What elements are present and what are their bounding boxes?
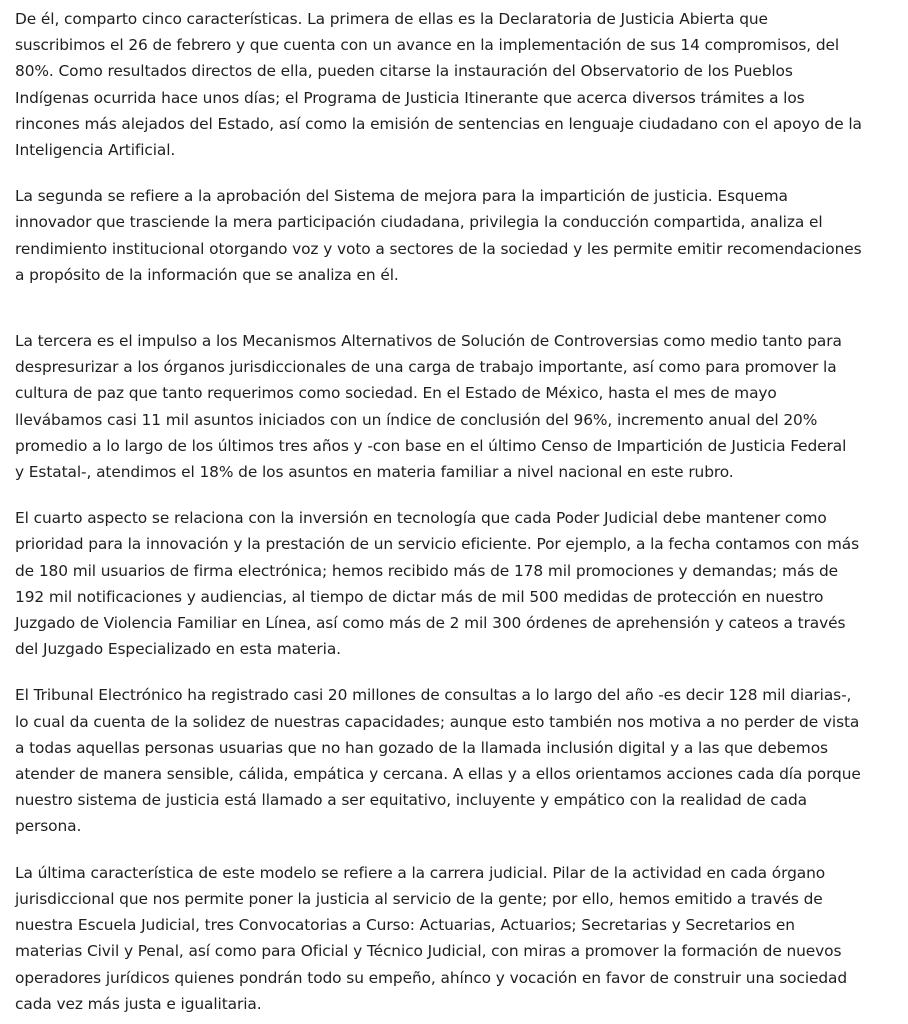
paragraph-first-characteristic: De él, comparto cinco características. La primera de ellas es la Declaratoria de Justicia Abierta que suscribimos el 26 de febrero y que cuenta con un avance en la implementación de sus 14 compromisos, del 80%. Como resultados directos de ella, pueden citarse la instauración del Observatorio de los Pueblos Indígenas ocurrida hace unos días; el Programa de Justicia Itinerante que acerca diversos trámites a los rincones más alejados del Estado, así como la emisión de sentencias en lenguaje ciudadano con el apoyo de la Inteligencia Artificial.	[15, 10, 862, 160]
paragraph-third-characteristic: La tercera es el impulso a los Mecanismos Alternativos de Solución de Controversias como medio tanto para despresurizar a los órganos jurisdiccionales de una carga de trabajo importante, así como para promover la cultura de paz que tanto requerimos como sociedad. En el Estado de México, hasta el mes de mayo llevábamos casi 11 mil asuntos iniciados con un índice de conclusión del 96%, incremento anual del 20% promedio a lo largo de los últimos tres años y -con base en el último Censo de Impartición de Justicia Federal y Estatal-, atendimos el 18% de los asuntos en materia familiar a nivel nacional en este rubro.	[15, 332, 847, 482]
paragraph-electronic-tribunal: El Tribunal Electrónico ha registrado casi 20 millones de consultas a lo largo del año -es decir 128 mil diarias-, lo cual da cuenta de la solidez de nuestras capacidades; aunque esto también nos motiva a no perder de vista a todas aquellas personas usuarias que no han gozado de la llamada inclusión digital y a las que debemos atender de manera sensible, cálida, empática y cercana. A ellas y a ellos orientamos acciones cada día porque nuestro sistema de justicia está llamado a ser equitativo, incluyente y empático con la realidad de cada persona.	[15, 686, 861, 836]
paragraph-last-characteristic: La última característica de este modelo se refiere a la carrera judicial. Pilar de la actividad en cada órgano jurisdiccional que nos permite poner la justicia al servicio de la gente; por ello, hemos emitido a través de nuestra Escuela Judicial, tres Convocatorias a Curso: Actuarias, Actuarios; Secretarias y Secretarios en materias Civil y Penal, así como para Oficial y Técnico Judicial, con miras a promover la formación de nuevos operadores jurídicos quienes pondrán todo su empeño, ahínco y vocación en favor de construir una sociedad cada vez más justa e igualitaria.	[15, 863, 848, 1013]
paragraph-fourth-characteristic: El cuarto aspecto se relaciona con la inversión en tecnología que cada Poder Judicial debe mantener como prioridad para la innovación y la prestación de un servicio eficiente. Por ejemplo, a la fecha contamos con más de 180 mil usuarios de firma electrónica; hemos recibido más de 178 mil promociones y demandas; más de 192 mil notificaciones y audiencias, al tiempo de dictar más de mil 500 medidas de protección en nuestro Juzgado de Violencia Familiar en Línea, así como más de 2 mil 300 órdenes de aprehensión y cateos a través del Juzgado Especializado en esta materia.	[15, 509, 860, 659]
paragraph-second-characteristic: La segunda se refiere a la aprobación del Sistema de mejora para la impartición de justicia. Esquema innovador que trasciende la mera participación ciudadana, privilegia la conducción compartida, analiza el rendimiento institucional otorgando voz y voto a sectores de la sociedad y les permite emitir recomendaciones a propósito de la información que se analiza en él.	[15, 187, 862, 284]
article-body	[15, 6, 895, 1017]
